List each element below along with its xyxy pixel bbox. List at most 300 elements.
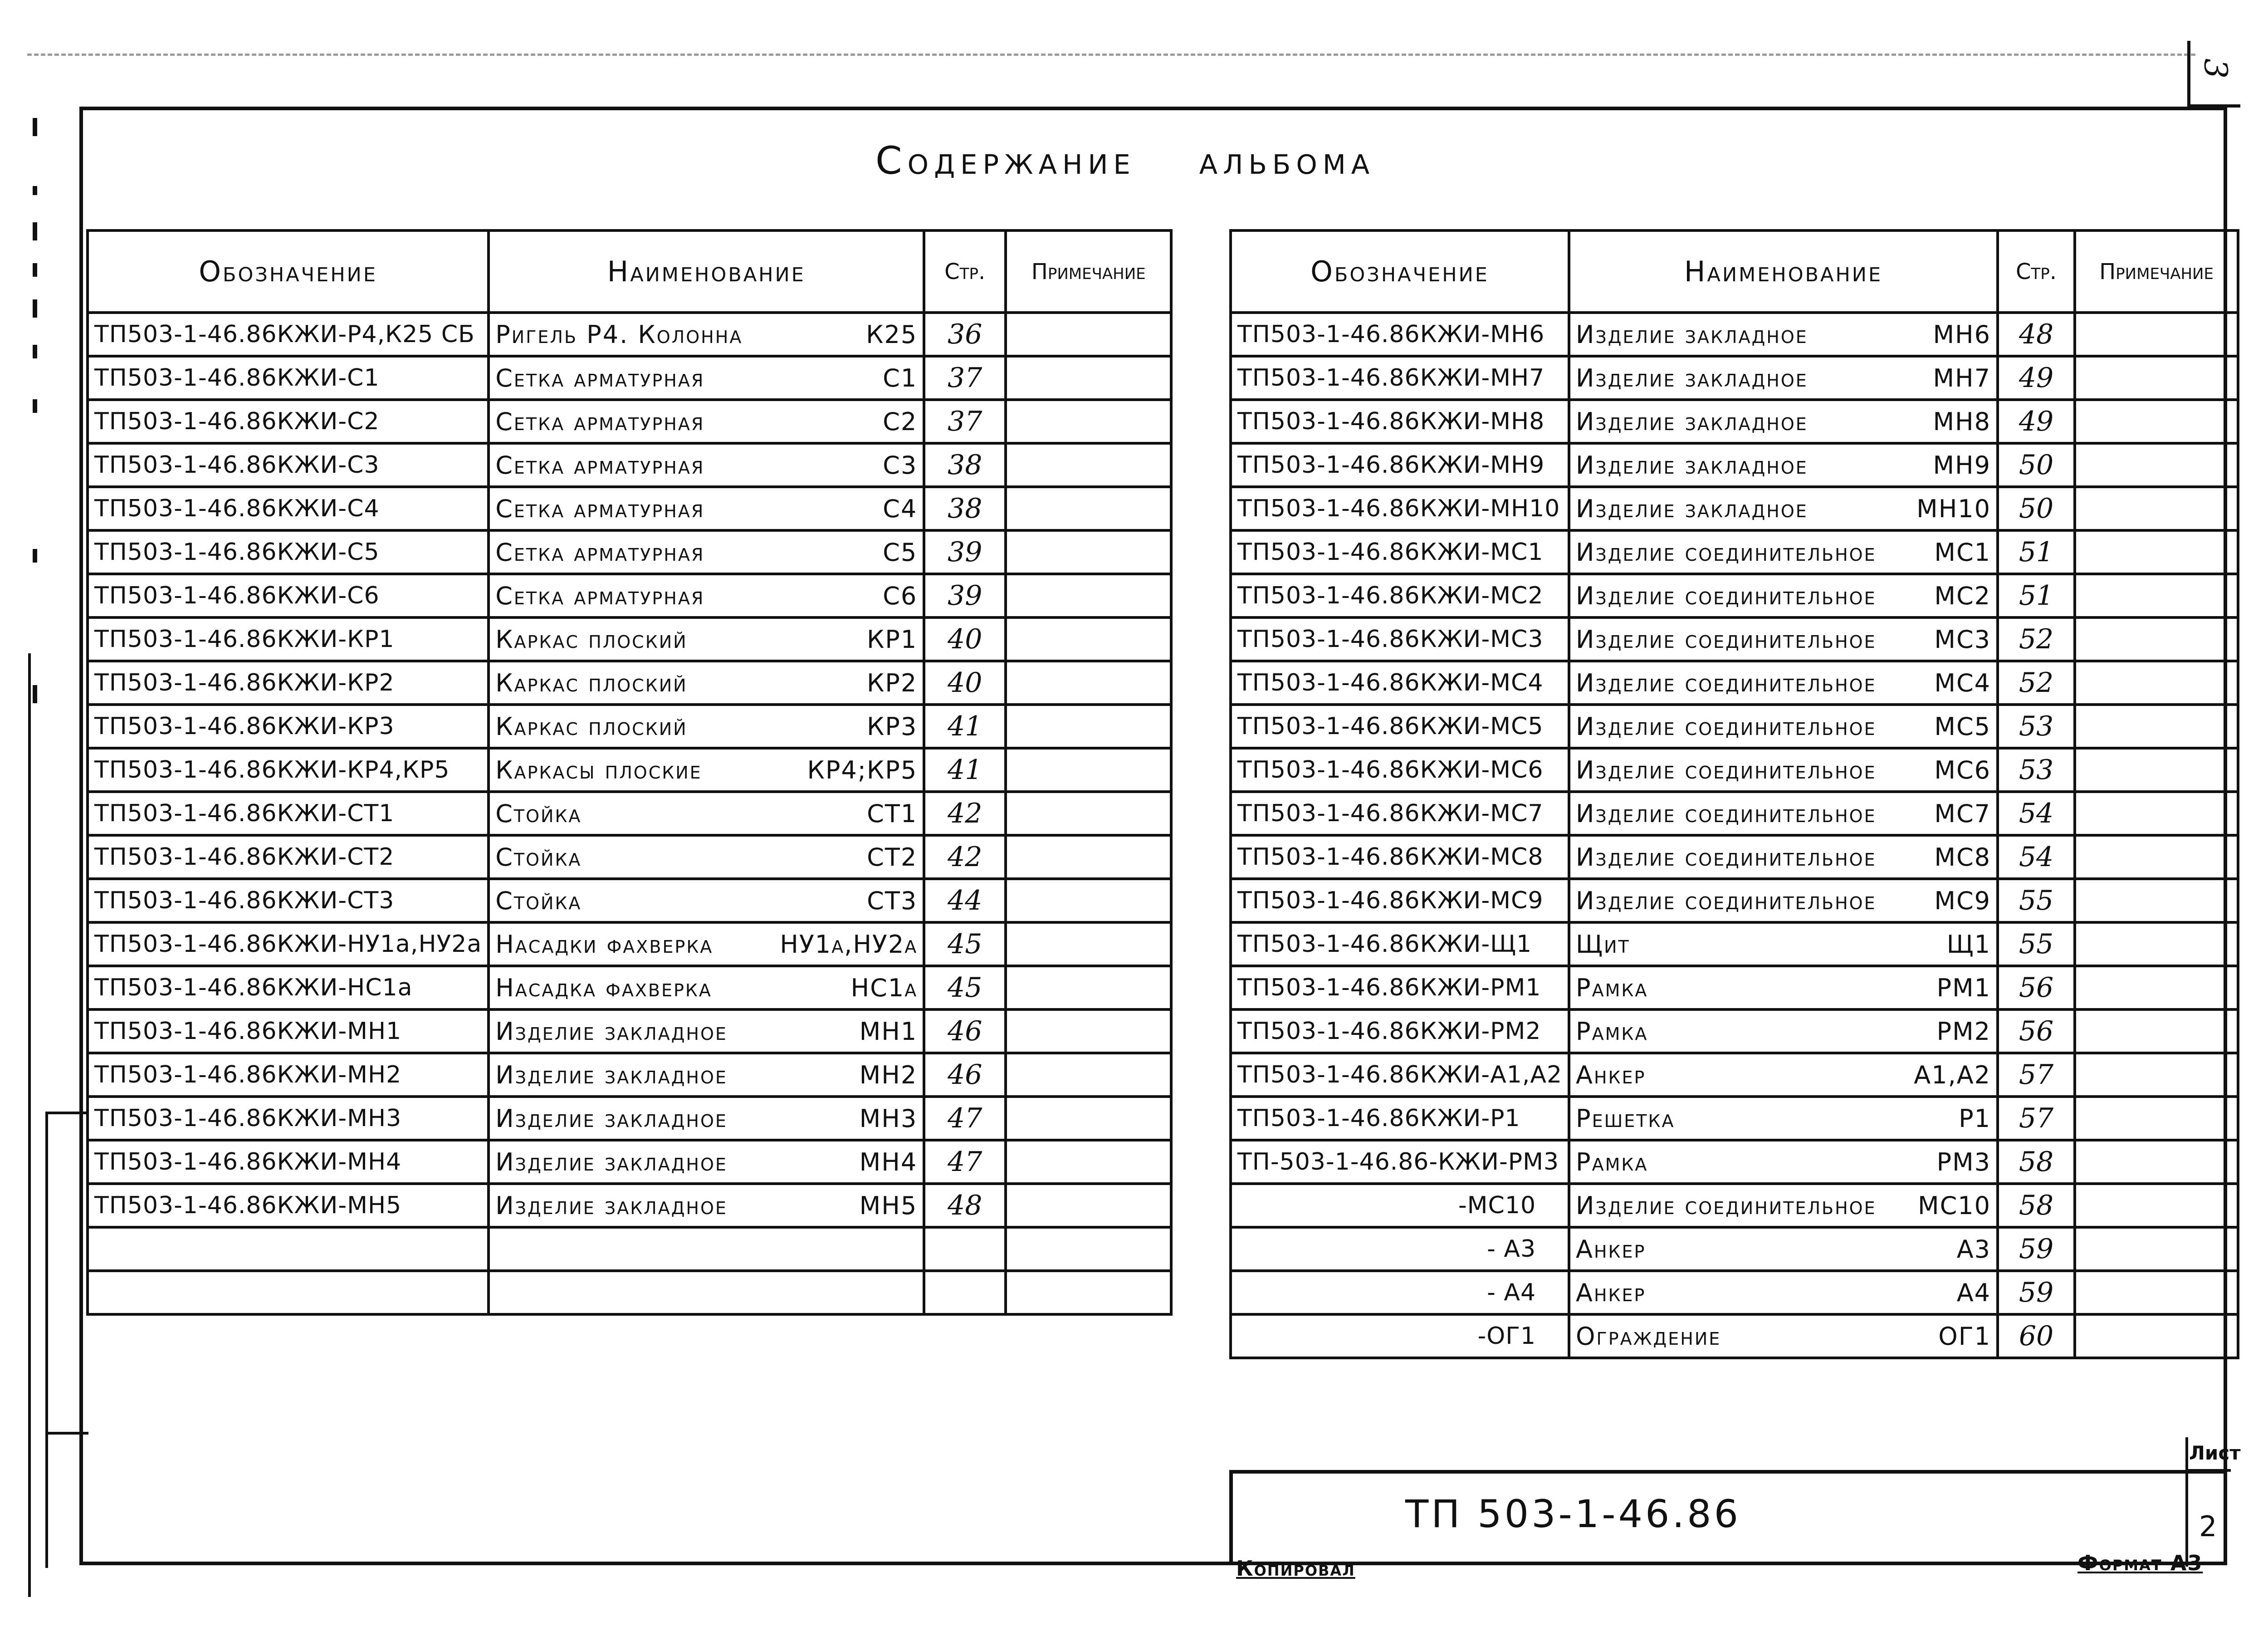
row-mark-code: МС10 <box>1918 1191 1991 1220</box>
row-designation: ТП503-1-46.86КЖИ-МС8 <box>1231 835 1569 879</box>
row-mark-code: МН5 <box>859 1191 918 1220</box>
row-mark-code: КР2 <box>866 668 918 697</box>
table-row <box>1231 792 2238 835</box>
table-row <box>1231 879 2238 922</box>
row-mark-code: ОГ1 <box>1938 1322 1991 1351</box>
row-page: 42 <box>924 792 1006 835</box>
row-note <box>1006 748 1171 792</box>
row-name: Изделие соединительное <box>1576 538 1877 567</box>
row-note <box>2075 1227 2238 1271</box>
row-note <box>2075 1314 2238 1358</box>
row-name-cell <box>1569 574 1998 617</box>
row-note <box>2075 400 2238 443</box>
row-note <box>1006 922 1171 966</box>
row-name-cell <box>489 922 924 966</box>
row-name: Сетка арматурная <box>495 494 705 523</box>
row-designation: -МС10 <box>1231 1184 1569 1227</box>
row-note <box>2075 487 2238 530</box>
row-designation: ТП503-1-46.86КЖИ-Р1 <box>1231 1097 1569 1140</box>
row-name: Рамка <box>1576 973 1648 1002</box>
row-note <box>1006 792 1171 835</box>
row-name-cell <box>1569 1009 1998 1053</box>
table-row <box>1231 1184 2238 1227</box>
row-page: 57 <box>1998 1097 2075 1140</box>
row-name: Изделие соединительное <box>1576 1191 1877 1220</box>
row-mark-code: С5 <box>883 538 918 567</box>
row-designation: ТП503-1-46.86КЖИ-МН9 <box>1231 443 1569 487</box>
table-row <box>88 792 1171 835</box>
table-row <box>88 487 1171 530</box>
row-name-cell <box>1569 792 1998 835</box>
table-body-left <box>88 313 1171 1314</box>
row-note <box>2075 1271 2238 1314</box>
row-note <box>1006 1009 1171 1053</box>
row-note <box>1006 487 1171 530</box>
row-name-cell <box>1569 661 1998 705</box>
row-designation: ТП503-1-46.86КЖИ-РМ1 <box>1231 966 1569 1009</box>
row-name-cell <box>1569 1227 1998 1271</box>
row-name-cell <box>489 1184 924 1227</box>
row-page <box>924 1227 1006 1271</box>
row-name-cell <box>1569 1314 1998 1358</box>
row-designation: ТП503-1-46.86КЖИ-КР3 <box>88 705 489 748</box>
row-page: 42 <box>924 835 1006 879</box>
row-name-cell <box>1569 966 1998 1009</box>
row-name: Анкер <box>1576 1278 1646 1307</box>
header-page: Стр. <box>924 230 1006 313</box>
table-row <box>1231 574 2238 617</box>
row-designation: ТП503-1-46.86КЖИ-СТ3 <box>88 879 489 922</box>
row-name: Каркас плоский <box>495 668 688 697</box>
row-name-cell <box>1569 879 1998 922</box>
contents-table-left <box>86 229 1173 1316</box>
row-designation <box>88 1271 489 1314</box>
sheet-label: Лист <box>2189 1442 2241 1464</box>
row-designation: ТП503-1-46.86КЖИ-С2 <box>88 400 489 443</box>
row-mark-code: КР1 <box>866 625 918 654</box>
row-designation: ТП503-1-46.86КЖИ-СТ2 <box>88 835 489 879</box>
table-row <box>1231 661 2238 705</box>
row-name-cell <box>489 748 924 792</box>
row-note <box>1006 1227 1171 1271</box>
row-name: Сетка арматурная <box>495 451 705 480</box>
row-name: Каркас плоский <box>495 712 688 741</box>
row-name: Изделие закладное <box>1576 320 1808 349</box>
row-note <box>2075 879 2238 922</box>
row-name-cell <box>489 879 924 922</box>
row-name: Анкер <box>1576 1060 1646 1089</box>
row-page: 50 <box>1998 487 2075 530</box>
table-header-row <box>1231 230 2238 313</box>
header-page: Стр. <box>1998 230 2075 313</box>
row-mark-code: РМ1 <box>1936 973 1991 1002</box>
table-row <box>88 1053 1171 1097</box>
title-word-2: альбома <box>1199 138 1375 183</box>
row-mark-code: МС6 <box>1934 755 1991 784</box>
row-designation: - А3 <box>1231 1227 1569 1271</box>
table-row <box>88 879 1171 922</box>
row-note <box>1006 879 1171 922</box>
row-name: Сетка арматурная <box>495 581 705 610</box>
table-row <box>1231 1227 2238 1271</box>
row-designation: ТП503-1-46.86КЖИ-МН1 <box>88 1009 489 1053</box>
row-name-cell <box>489 792 924 835</box>
row-page: 51 <box>1998 530 2075 574</box>
row-name: Стойка <box>495 842 582 872</box>
row-name: Изделие закладное <box>1576 494 1808 523</box>
row-name: Изделие соединительное <box>1576 755 1877 784</box>
row-name: Щит <box>1576 930 1630 959</box>
row-name: Анкер <box>1576 1234 1646 1264</box>
title-block-stamp <box>1229 1442 2241 1563</box>
row-page: 47 <box>924 1097 1006 1140</box>
table-row <box>88 574 1171 617</box>
row-page: 40 <box>924 617 1006 661</box>
row-mark-code: МС1 <box>1934 538 1991 567</box>
row-page: 59 <box>1998 1271 2075 1314</box>
row-mark-code: МН3 <box>859 1104 918 1133</box>
row-page: 39 <box>924 574 1006 617</box>
table-row <box>88 922 1171 966</box>
row-page: 56 <box>1998 966 2075 1009</box>
row-mark-code: А4 <box>1956 1278 1991 1307</box>
table-row <box>1231 1097 2238 1140</box>
row-page: 53 <box>1998 705 2075 748</box>
header-designation: Обозначение <box>88 230 489 313</box>
title-word-1: Содержание <box>875 138 1136 183</box>
row-mark-code: А1,А2 <box>1914 1060 1991 1089</box>
row-designation: ТП503-1-46.86КЖИ-С1 <box>88 356 489 400</box>
row-mark-code: С6 <box>883 581 918 610</box>
row-designation: ТП503-1-46.86КЖИ-СТ1 <box>88 792 489 835</box>
row-mark-code: Щ1 <box>1946 930 1991 959</box>
row-name-cell <box>489 487 924 530</box>
row-mark-code: РМ2 <box>1936 1017 1991 1046</box>
row-designation: ТП503-1-46.86КЖИ-КР2 <box>88 661 489 705</box>
row-name: Изделие закладное <box>495 1191 728 1220</box>
row-name-cell <box>489 356 924 400</box>
row-name-cell <box>1569 356 1998 400</box>
row-mark-code: Р1 <box>1959 1104 1991 1133</box>
row-designation: ТП503-1-46.86КЖИ-МС3 <box>1231 617 1569 661</box>
row-note <box>1006 1271 1171 1314</box>
row-page: 53 <box>1998 748 2075 792</box>
binding-strip <box>45 1112 88 1568</box>
table-row <box>88 748 1171 792</box>
row-mark-code: НС1а <box>850 973 918 1002</box>
row-page: 55 <box>1998 879 2075 922</box>
table-row <box>1231 443 2238 487</box>
row-mark-code: С4 <box>883 494 918 523</box>
table-row <box>88 1271 1171 1314</box>
corner-number: 3 <box>2197 58 2234 79</box>
row-name: Каркас плоский <box>495 625 688 654</box>
row-note <box>1006 1053 1171 1097</box>
header-note: Примечание <box>2075 230 2238 313</box>
row-designation: ТП503-1-46.86КЖИ-МС1 <box>1231 530 1569 574</box>
table-body-right <box>1231 313 2238 1358</box>
row-designation: ТП503-1-46.86КЖИ-МС7 <box>1231 792 1569 835</box>
table-row <box>1231 1009 2238 1053</box>
sheet-divider <box>2185 1469 2231 1472</box>
row-note <box>2075 530 2238 574</box>
table-row <box>88 530 1171 574</box>
row-mark-code: С2 <box>883 407 918 436</box>
table-row <box>1231 705 2238 748</box>
table-row <box>1231 617 2238 661</box>
row-name: Рамка <box>1576 1147 1648 1176</box>
row-name-cell <box>1569 487 1998 530</box>
row-mark-code: РМ3 <box>1936 1147 1991 1176</box>
row-name-cell <box>1569 530 1998 574</box>
row-page: 52 <box>1998 661 2075 705</box>
row-designation: - А4 <box>1231 1271 1569 1314</box>
row-note <box>1006 443 1171 487</box>
row-name-cell <box>1569 1184 1998 1227</box>
table-row <box>1231 1053 2238 1097</box>
row-mark-code: МН4 <box>859 1147 918 1176</box>
row-mark-code: КР3 <box>866 712 918 741</box>
row-mark-code: А3 <box>1956 1234 1991 1264</box>
table-row <box>88 443 1171 487</box>
row-page <box>924 1271 1006 1314</box>
row-designation: ТП503-1-46.86КЖИ-МС2 <box>1231 574 1569 617</box>
row-name-cell <box>1569 313 1998 356</box>
row-name-cell <box>489 313 924 356</box>
row-page: 48 <box>1998 313 2075 356</box>
row-designation: ТП503-1-46.86КЖИ-МН6 <box>1231 313 1569 356</box>
table-row <box>88 313 1171 356</box>
row-name-cell <box>489 661 924 705</box>
row-note <box>1006 356 1171 400</box>
page-title <box>875 138 1438 183</box>
row-name: Изделие закладное <box>495 1060 728 1089</box>
table-row <box>1231 1314 2238 1358</box>
table-row <box>1231 835 2238 879</box>
table-row <box>88 1184 1171 1227</box>
row-name: Изделие соединительное <box>1576 581 1877 610</box>
row-designation: ТП503-1-46.86КЖИ-РМ2 <box>1231 1009 1569 1053</box>
row-designation: -ОГ1 <box>1231 1314 1569 1358</box>
row-designation: ТП503-1-46.86КЖИ-МН3 <box>88 1097 489 1140</box>
row-name: Каркасы плоские <box>495 755 702 784</box>
row-note <box>2075 1097 2238 1140</box>
row-note <box>1006 574 1171 617</box>
row-designation: ТП503-1-46.86КЖИ-С4 <box>88 487 489 530</box>
row-name-cell <box>489 1227 924 1271</box>
row-designation: ТП503-1-46.86КЖИ-А1,А2 <box>1231 1053 1569 1097</box>
row-name: Изделие соединительное <box>1576 886 1877 915</box>
row-name: Сетка арматурная <box>495 538 705 567</box>
header-note: Примечание <box>1006 230 1171 313</box>
row-name: Изделие закладное <box>495 1147 728 1176</box>
row-designation: ТП503-1-46.86КЖИ-МС5 <box>1231 705 1569 748</box>
row-note <box>2075 792 2238 835</box>
row-mark-code: МН7 <box>1933 363 1991 392</box>
row-note <box>1006 661 1171 705</box>
header-name: Наименование <box>489 230 924 313</box>
row-name: Ригель Р4. Колонна <box>495 320 743 349</box>
row-page: 58 <box>1998 1184 2075 1227</box>
row-mark-code: МС4 <box>1934 668 1991 697</box>
row-name: Рамка <box>1576 1017 1648 1046</box>
row-note <box>2075 313 2238 356</box>
row-name: Стойка <box>495 886 582 915</box>
row-designation: ТП503-1-46.86КЖИ-С6 <box>88 574 489 617</box>
row-mark-code: МН10 <box>1916 494 1991 523</box>
copied-by-label: Копировал <box>1236 1556 1355 1581</box>
table-row <box>1231 487 2238 530</box>
table-row <box>1231 1271 2238 1314</box>
row-page: 49 <box>1998 400 2075 443</box>
row-name: Изделие закладное <box>1576 363 1808 392</box>
row-designation: ТП503-1-46.86КЖИ-МС9 <box>1231 879 1569 922</box>
row-name-cell <box>489 574 924 617</box>
row-designation: ТП503-1-46.86КЖИ-МН2 <box>88 1053 489 1097</box>
row-page: 46 <box>924 1009 1006 1053</box>
row-mark-code: МС2 <box>1934 581 1991 610</box>
top-scan-dashes <box>27 54 2195 56</box>
row-name-cell <box>489 1009 924 1053</box>
row-page: 47 <box>924 1140 1006 1184</box>
row-page: 38 <box>924 443 1006 487</box>
table-row <box>88 835 1171 879</box>
row-designation: ТП503-1-46.86КЖИ-МН8 <box>1231 400 1569 443</box>
row-designation: ТП503-1-46.86КЖИ-КР1 <box>88 617 489 661</box>
row-note <box>2075 966 2238 1009</box>
contents-table-right <box>1229 229 2239 1359</box>
row-name: Изделие закладное <box>495 1017 728 1046</box>
row-page: 40 <box>924 661 1006 705</box>
row-name-cell <box>1569 1053 1998 1097</box>
row-note <box>1006 835 1171 879</box>
row-page: 59 <box>1998 1227 2075 1271</box>
row-designation: ТП503-1-46.86КЖИ-МС4 <box>1231 661 1569 705</box>
header-designation: Обозначение <box>1231 230 1569 313</box>
row-mark-code: СТ3 <box>867 886 918 915</box>
row-mark-code: С3 <box>883 451 918 480</box>
row-page: 48 <box>924 1184 1006 1227</box>
row-name-cell <box>1569 617 1998 661</box>
row-note <box>1006 705 1171 748</box>
row-name-cell <box>1569 1097 1998 1140</box>
row-designation: ТП503-1-46.86КЖИ-С5 <box>88 530 489 574</box>
row-page: 50 <box>1998 443 2075 487</box>
row-page: 41 <box>924 705 1006 748</box>
row-page: 41 <box>924 748 1006 792</box>
row-name-cell <box>1569 705 1998 748</box>
table-row <box>88 356 1171 400</box>
row-name: Стойка <box>495 799 582 828</box>
row-note <box>1006 530 1171 574</box>
table-row <box>88 617 1171 661</box>
row-name: Изделие соединительное <box>1576 712 1877 741</box>
row-page: 54 <box>1998 835 2075 879</box>
row-name: Изделие соединительное <box>1576 799 1877 828</box>
table-row <box>1231 400 2238 443</box>
row-note <box>2075 617 2238 661</box>
row-name-cell <box>1569 922 1998 966</box>
row-note <box>2075 748 2238 792</box>
row-name-cell <box>489 1271 924 1314</box>
row-note <box>2075 443 2238 487</box>
row-name-cell <box>489 617 924 661</box>
row-note <box>1006 1140 1171 1184</box>
row-designation: ТП503-1-46.86КЖИ-НУ1а,НУ2а <box>88 922 489 966</box>
table-row <box>88 966 1171 1009</box>
row-mark-code: СТ2 <box>867 842 918 872</box>
row-note <box>2075 356 2238 400</box>
row-designation: ТП503-1-46.86КЖИ-МН10 <box>1231 487 1569 530</box>
row-note <box>1006 1097 1171 1140</box>
row-mark-code: МН6 <box>1933 320 1991 349</box>
row-note <box>2075 1053 2238 1097</box>
row-page: 45 <box>924 966 1006 1009</box>
row-name-cell <box>1569 443 1998 487</box>
row-note <box>2075 922 2238 966</box>
row-mark-code: МН1 <box>859 1017 918 1046</box>
row-name-cell <box>489 835 924 879</box>
row-note <box>1006 617 1171 661</box>
row-name-cell <box>1569 748 1998 792</box>
row-name-cell <box>489 530 924 574</box>
row-note <box>1006 400 1171 443</box>
row-page: 58 <box>1998 1140 2075 1184</box>
row-designation: ТП503-1-46.86КЖИ-МС6 <box>1231 748 1569 792</box>
row-mark-code: МС5 <box>1934 712 1991 741</box>
row-page: 51 <box>1998 574 2075 617</box>
row-name-cell <box>489 400 924 443</box>
row-page: 56 <box>1998 1009 2075 1053</box>
row-name-cell <box>489 705 924 748</box>
row-name: Изделие закладное <box>1576 407 1808 436</box>
table-row <box>88 661 1171 705</box>
row-note <box>2075 705 2238 748</box>
row-page: 39 <box>924 530 1006 574</box>
row-designation <box>88 1227 489 1271</box>
row-mark-code: МН2 <box>859 1060 918 1089</box>
row-name-cell <box>489 1097 924 1140</box>
row-page: 49 <box>1998 356 2075 400</box>
table-row <box>88 1097 1171 1140</box>
row-designation: ТП503-1-46.86КЖИ-НС1а <box>88 966 489 1009</box>
row-note <box>2075 661 2238 705</box>
row-page: 57 <box>1998 1053 2075 1097</box>
table-row <box>1231 1140 2238 1184</box>
row-name-cell <box>489 443 924 487</box>
row-note <box>1006 313 1171 356</box>
row-note <box>2075 574 2238 617</box>
row-name: Сетка арматурная <box>495 407 705 436</box>
table-row <box>88 400 1171 443</box>
row-name-cell <box>489 966 924 1009</box>
left-edge-line <box>28 653 31 1597</box>
table-row <box>88 1140 1171 1184</box>
row-name: Изделие соединительное <box>1576 842 1877 872</box>
row-page: 37 <box>924 356 1006 400</box>
table-row <box>88 1227 1171 1271</box>
table-row <box>1231 530 2238 574</box>
table-row <box>1231 356 2238 400</box>
row-name: Изделие соединительное <box>1576 668 1877 697</box>
row-name-cell <box>489 1053 924 1097</box>
row-name-cell <box>1569 835 1998 879</box>
row-name: Насадка фахверка <box>495 973 712 1002</box>
left-edge-marks <box>28 118 46 1570</box>
row-mark-code: МС3 <box>1934 625 1991 654</box>
row-mark-code: КР4;КР5 <box>807 755 918 784</box>
row-designation: ТП503-1-46.86КЖИ-Щ1 <box>1231 922 1569 966</box>
